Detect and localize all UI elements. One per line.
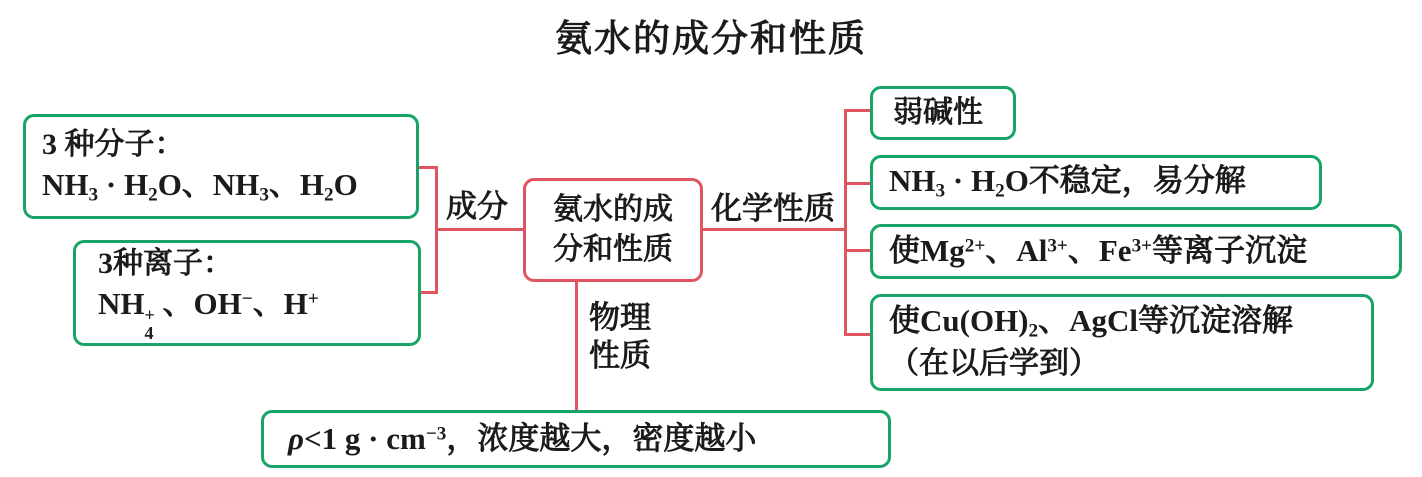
molecules-box	[23, 114, 419, 219]
precipitate-dissolution-box	[870, 294, 1374, 391]
center-node	[523, 178, 703, 282]
diagram-title: 氨水的成分和性质	[555, 19, 867, 60]
molecules-box-formula: $NH_3 \cdot H_2O$、$NH_3$、$H_2O$	[42, 166, 358, 206]
ion-precipitation-text: 使$Mg^{2+}$、$Al^{3+}$、$Fe^{3+}$等离子沉淀	[889, 233, 1308, 269]
precipitate-dissolution-line1: 使$Cu(OH)_2$、AgCl等沉淀溶解	[889, 303, 1293, 342]
precipitate-dissolution-line2: （在以后学到）	[889, 347, 1099, 381]
ions-box-formula: NH + 4 、OH−、H+	[98, 285, 319, 343]
branch-label-physical-line2: 性质	[589, 337, 651, 373]
instability-text: $NH_3 \cdot H_2O$不稳定，易分解	[889, 163, 1246, 202]
connector-right-stub-3	[846, 249, 872, 252]
branch-label-chemical: 化学性质	[711, 191, 835, 226]
connector-physical-main	[575, 281, 578, 412]
connector-right-stub-1	[846, 109, 872, 112]
connector-right-stub-4	[846, 333, 872, 336]
density-text: ρ<1 $g \cdot cm^{-3}$，浓度越大，密度越小	[288, 420, 757, 456]
weak-alkalinity-box	[870, 86, 1016, 140]
density-box	[261, 410, 891, 468]
connector-chemical-main	[701, 228, 847, 231]
center-node-line1: 氨水的成	[553, 193, 673, 227]
branch-label-physical-line1: 物理	[589, 300, 651, 335]
ions-box-heading: 3种离子：	[98, 247, 233, 281]
connector-right-bracket	[844, 109, 847, 336]
instability-box	[870, 155, 1322, 210]
branch-label-physical	[589, 299, 651, 375]
ion-precipitation-box	[870, 224, 1402, 279]
center-node-line2: 分和性质	[553, 233, 673, 266]
connector-composition-main	[435, 228, 525, 231]
molecules-box-heading: 3 种分子：	[42, 128, 185, 162]
branch-label-composition: 成分	[446, 189, 508, 224]
weak-alkalinity-text: 弱碱性	[893, 96, 983, 130]
connector-right-stub-2	[846, 182, 872, 185]
ions-box	[73, 240, 421, 346]
connector-left-stub-bottom	[420, 291, 437, 294]
